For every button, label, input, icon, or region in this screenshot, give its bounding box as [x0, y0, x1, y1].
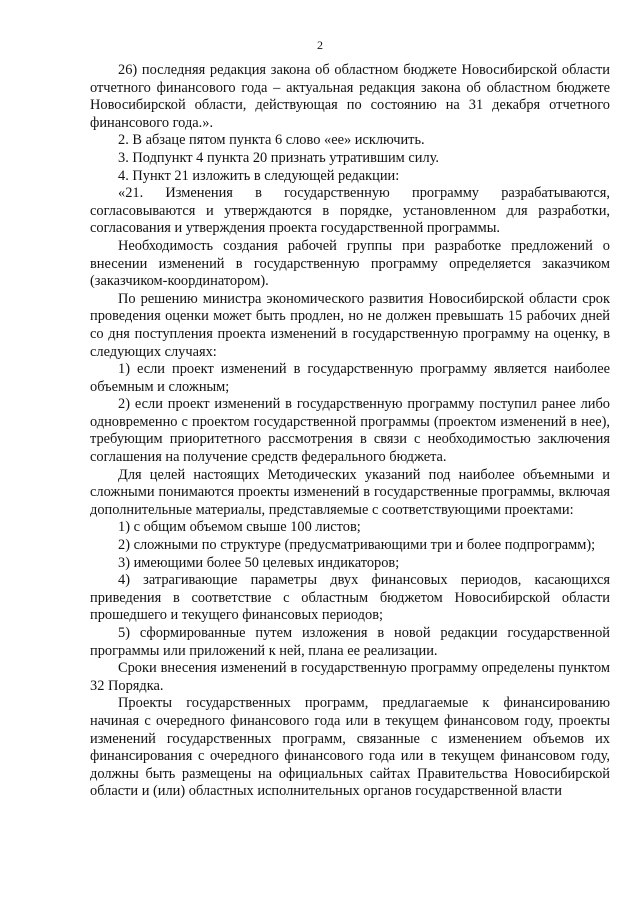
list-item-criterion-1: 1) с общим объемом свыше 100 листов; — [118, 519, 361, 536]
paragraph-amendment-2: 2. В абзаце пятом пункта 6 слово «ее» исключить. — [118, 132, 425, 149]
paragraph-deadlines: Сроки внесения изменений в государственную программу определены пунктом 32 Порядка. — [90, 660, 610, 694]
document-body — [90, 62, 610, 801]
list-item-criterion-4: 4) затрагивающие параметры двух финансовых периодов, касающихся приведения в соответствие с областным бюджетом Новосибирской области прошедшего и текущего финансовых периодов; — [90, 572, 610, 624]
paragraph-definition: Для целей настоящих Методических указаний под наиболее объемными и сложными понимаются проекты изменений в государственные программы, включая дополнительные материалы, представляемые с соответствующими проектами: — [90, 466, 610, 518]
paragraph-publication: Проекты государственных программ, предлагаемые к финансированию начиная с очередного финансового года или в текущем финансовом году, проекты изменений государственных программ, связанные с изменением объемов их финансирования с очередного финансового года или в текущем финансовом году, должны быть размещены на официальных сайтах Правительства Новосибирской области и (или) областных исполнительных органов государственной власти — [90, 695, 610, 800]
paragraph-working-group: Необходимость создания рабочей группы при разработке предложений о внесении изменений в государственную программу определяется заказчиком (заказчиком-координатором). — [90, 237, 610, 290]
list-item-criterion-3: 3) имеющими более 50 целевых индикаторов; — [118, 554, 400, 571]
paragraph-clause-21: «21. Изменения в государственную программу разрабатываются, согласовываются и утверждаются в порядке, установленном для разработки, согласования и утверждения проекта государственной программы. — [90, 185, 610, 237]
list-item-case-1: 1) если проект изменений в государственную программу является наиболее объемным и сложным; — [90, 361, 610, 395]
paragraph-item-26: 26) последняя редакция закона об областном бюджете Новосибирской области отчетного финансового года – актуальная редакция закона об областном бюджете Новосибирской области, действующая по состоянию на 31 декабря отчетного финансового года.». — [90, 62, 610, 131]
list-item-criterion-5: 5) сформированные путем изложения в новой редакции государственной программы или приложений к ней, плана ее реализации. — [90, 625, 610, 659]
paragraph-amendment-3: 3. Подпункт 4 пункта 20 признать утратившим силу. — [118, 149, 440, 166]
paragraph-assessment-extension: По решению министра экономического развития Новосибирской области срок проведения оценки может быть продлен, но не должен превышать 15 рабочих дней со дня поступления проекта изменений в государственную программу на оценку, в следующих случаях: — [90, 290, 610, 360]
list-item-case-2: 2) если проект изменений в государственную программу поступил ранее либо одновременно с проектом государственной программы (проектом изменений в нее), требующим приоритетного рассмотрения в связи с необходимостью заключения соглашения на получение средств федерального бюджета. — [90, 396, 610, 466]
page-number: 2 — [317, 38, 323, 52]
list-item-criterion-2: 2) сложными по структуре (предусматривающими три и более подпрограмм); — [118, 537, 596, 554]
paragraph-amendment-4: 4. Пункт 21 изложить в следующей редакции: — [118, 167, 400, 184]
